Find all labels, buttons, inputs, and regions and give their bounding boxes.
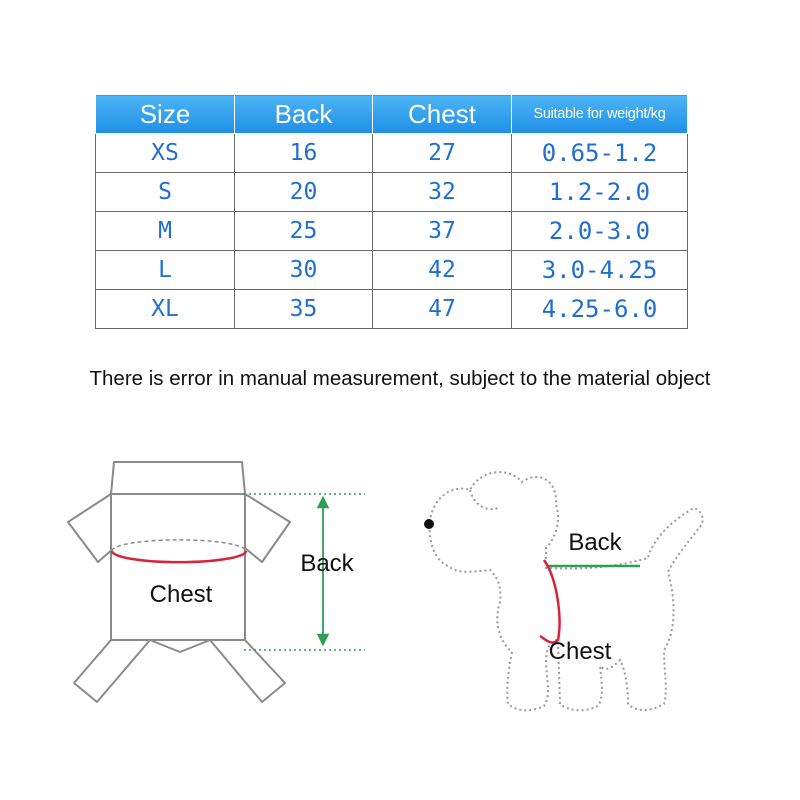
cell-back: 20	[235, 173, 373, 212]
garment-collar	[111, 462, 245, 494]
cell-back: 35	[235, 290, 373, 329]
dog-outline	[430, 472, 703, 710]
cell-weight: 4.25-6.0	[512, 290, 688, 329]
dog-chest-label: Chest	[548, 638, 612, 665]
cell-weight: 1.2-2.0	[512, 173, 688, 212]
dog-nose	[424, 519, 434, 529]
garment-chest-label: Chest	[149, 581, 213, 608]
dog-illustration	[424, 472, 703, 710]
cell-chest: 47	[373, 290, 512, 329]
header-size: Size	[96, 95, 235, 134]
garment-left-leg	[74, 640, 150, 702]
garment-crotch	[150, 640, 210, 652]
garment-body	[111, 494, 245, 640]
cell-chest: 37	[373, 212, 512, 251]
header-weight: Suitable for weight/kg	[512, 95, 688, 134]
cell-weight: 2.0-3.0	[512, 212, 688, 251]
header-back: Back	[235, 95, 373, 134]
cell-weight: 0.65-1.2	[512, 134, 688, 173]
garment-right-sleeve	[245, 494, 290, 562]
cell-size: S	[96, 173, 235, 212]
cell-back: 30	[235, 251, 373, 290]
cell-size: M	[96, 212, 235, 251]
garment-right-leg	[210, 640, 285, 702]
garment-back-label: Back	[300, 550, 354, 577]
cell-size: XL	[96, 290, 235, 329]
cell-size: XS	[96, 134, 235, 173]
garment-left-sleeve	[68, 494, 114, 562]
measurement-note: There is error in manual measurement, subject to the material object	[89, 367, 711, 390]
dog-chest-line	[540, 560, 559, 643]
cell-weight: 3.0-4.25	[512, 251, 688, 290]
cell-size: L	[96, 251, 235, 290]
cell-chest: 42	[373, 251, 512, 290]
dog-back-label: Back	[568, 529, 622, 556]
cell-chest: 32	[373, 173, 512, 212]
header-chest: Chest	[373, 95, 512, 134]
cell-back: 25	[235, 212, 373, 251]
cell-chest: 27	[373, 134, 512, 173]
cell-back: 16	[235, 134, 373, 173]
